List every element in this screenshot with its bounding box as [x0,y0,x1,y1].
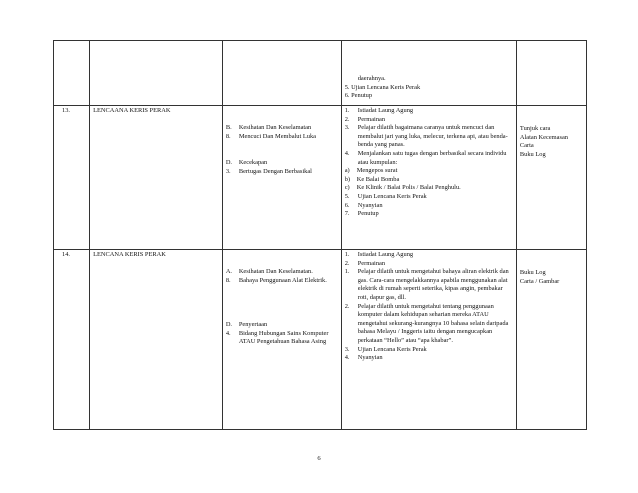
resources-cell [516,106,586,250]
row-number: 13. [54,106,90,250]
activity-item: 2. Permainan [344,259,386,267]
resource-item: Buku Log [519,150,546,158]
resource-item: Carta [519,142,534,150]
activity-item: 2. Pelajar dilatih untuk mengetahui tentang penggunaan komputer dalam kehidupan seharian mereka ATAU mengetahui sekurang-kurangnya 10 bahasa selain daripada bahasa Melayu / Inggeris iaitu dengan mengucapkan perkataan “Hello” atau “apa khabar”. [344,302,509,344]
activity-item: 7. Penutup [344,210,379,218]
activity-line: 6. Penutup [344,92,373,100]
row-number: 14. [54,250,90,430]
activity-item: 4. Menjalankan satu tugas dengan berbasikal secara individu atau kumpulan: [344,149,507,166]
topic-item: 8. Mencuci Dan Membalut Luka [225,132,317,140]
activity-item: 3. Ujian Lencana Keris Perak [344,345,427,353]
activities-cell [341,250,516,430]
table-cell [516,41,586,106]
activity-item: 4. Nyanyian [344,354,383,362]
resource-item: Alatan Kecemasan [519,133,568,141]
activity-item: 3. Pelajar dilatih bagaimana caranya untuk mencuci dan membalut jari yang luka, melecur, terkena api, atau benda-benda yang panas. [344,124,508,149]
activity-line: 5. Ujian Lencana Keris Perak [344,83,421,91]
resources-cell [516,250,586,430]
topics-cell [222,250,341,430]
topic-item: 3. Bertugas Dengan Berbasikal [225,167,312,175]
topic-item: D. Kecekapan [225,159,268,167]
resource-item: Tunjuk cara [519,125,551,132]
activity-item: 1. Istiadat Laung Agung [344,107,414,114]
page-number: 6 [317,455,321,462]
activity-subitem: a) Mengepos surat [344,167,398,175]
activity-item: 5. Ujian Lencana Keris Perak [344,192,427,200]
table-row [54,250,587,430]
activity-item: 1. Pelajar dilatih untuk mengetahui bahaya aliran elektrik dan gas. Cara-cara mengelakkannya apabila menggunakan alat elektrik di rumah seperti seterika, kipas angin, pembakar roti, dapur gas, dll. [344,268,509,301]
resource-item: Buku Log [519,269,546,276]
table-cell [222,41,341,106]
activity-line: daerahnya. [357,75,386,82]
row-title: LENCANA KERIS PERAK [90,250,223,430]
activity-item: 2. Permainan [344,115,386,123]
resource-item: Carta / Gambar [519,277,560,285]
topic-item: 8. Bahaya Penggunaan Alat Elektrik. [225,276,327,284]
topic-item: D. Penyertaan [225,321,268,329]
table-cell [54,41,90,106]
activity-subitem: c) Ke Klinik / Balai Polis / Balai Penghulu. [344,184,461,192]
table-row [54,41,587,106]
activity-item: 6. Nyanyian [344,201,383,209]
row-title: LENCAANA KERIS PERAK [90,106,223,250]
topic-item: A. Kesihatan Dan Keselamatan. [225,268,313,275]
activities-cell [341,106,516,250]
topics-cell [222,106,341,250]
topic-item: B. Kesihatan Dan Keselamatan [225,124,312,131]
table-row [54,106,587,250]
table-cell [90,41,223,106]
topic-item: 4. Bidang Hubungan Sains Komputer ATAU Pengetahuan Bahasa Asing [225,329,329,346]
activity-subitem: b) Ke Balai Bomba [344,175,400,183]
activity-item: 1. Istiadat Laung Agung [344,251,414,258]
table-cell [341,41,516,106]
lesson-plan-table [53,40,587,430]
